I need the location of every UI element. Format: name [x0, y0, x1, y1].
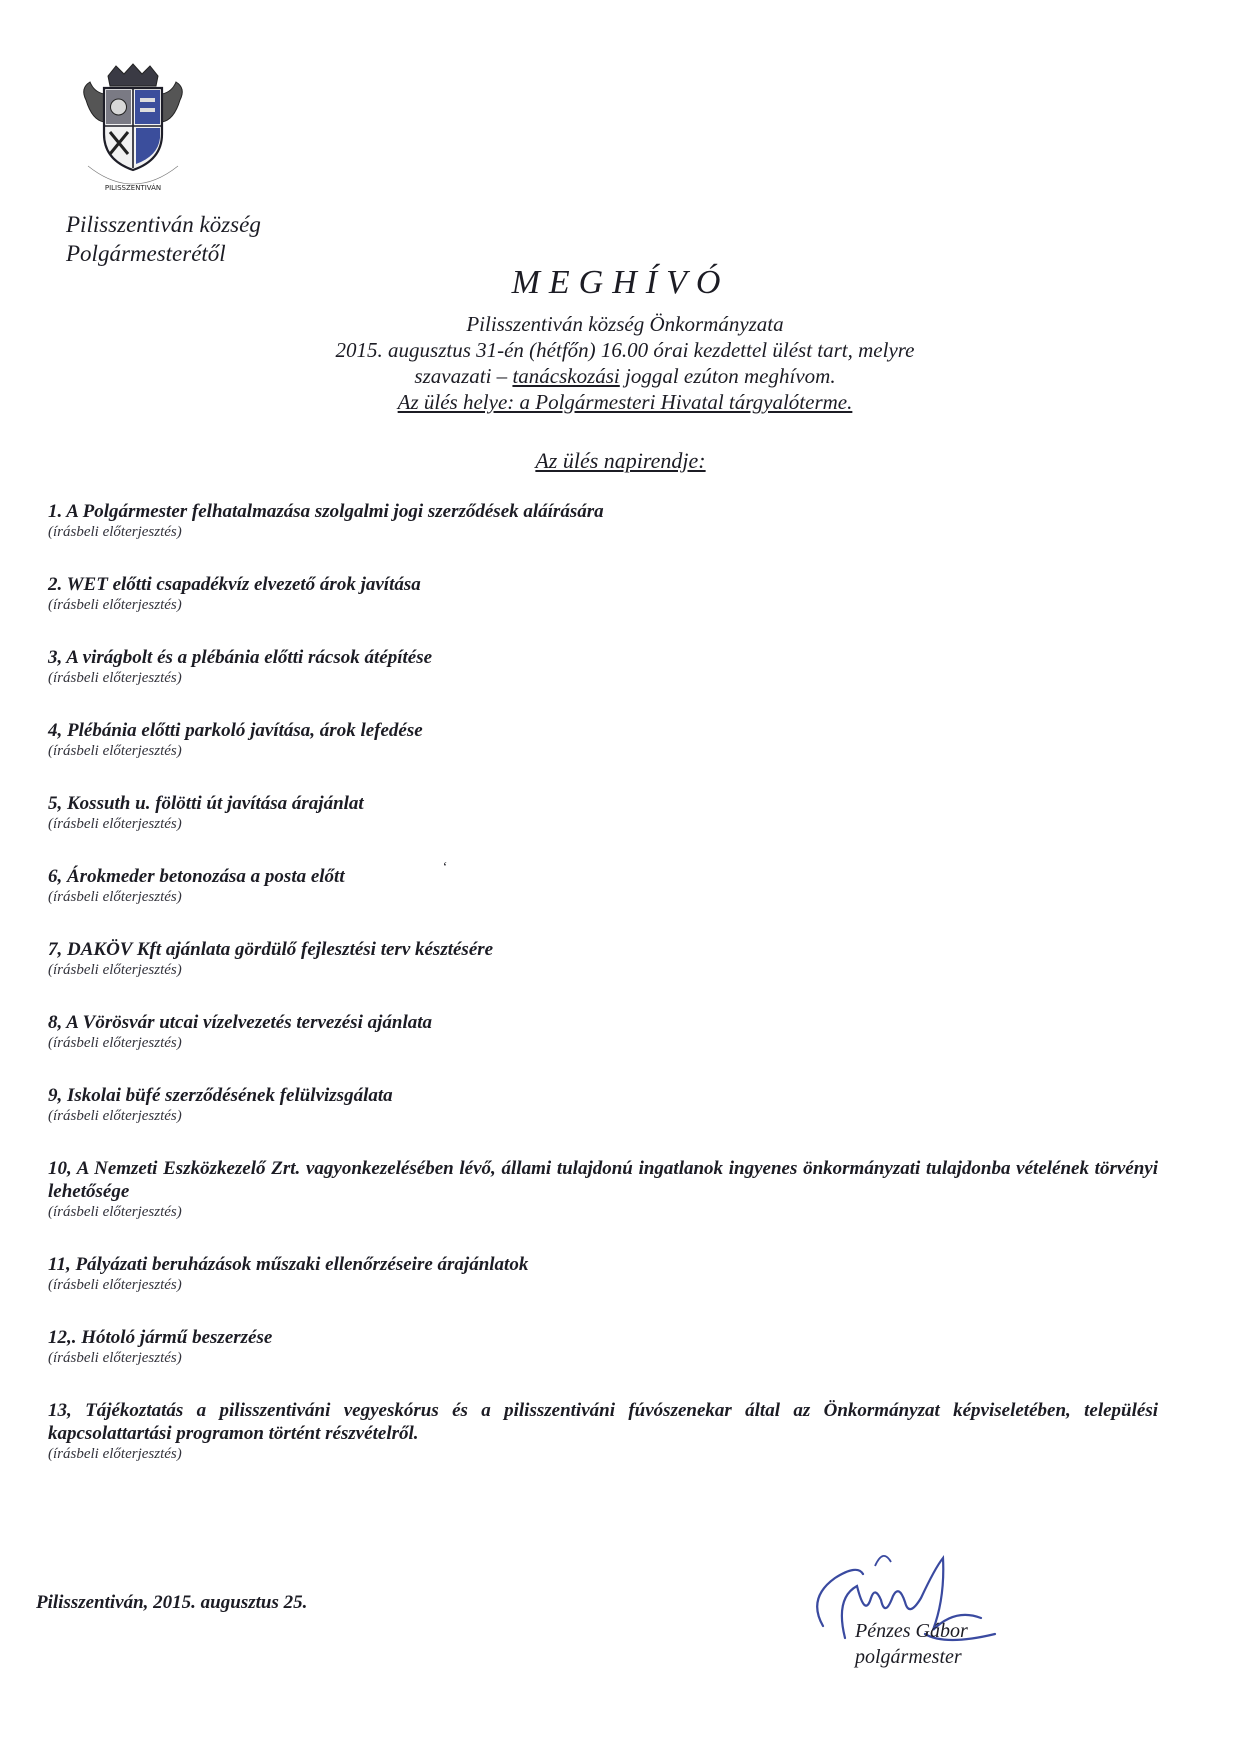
- meeting-location: Az ülés helye: a Polgármesteri Hivatal tárgyalóterme.: [397, 390, 853, 414]
- agenda-item-text: 3, A virágbolt és a plébánia előtti rácsok átépítése: [48, 647, 433, 668]
- intro-line-3-a: szavazati –: [414, 364, 513, 388]
- agenda-item-note: (írásbeli előterjesztés): [48, 1108, 182, 1124]
- agenda-item: [48, 1011, 1158, 1053]
- agenda-item-note: (írásbeli előterjesztés): [48, 962, 182, 978]
- agenda-item-note: (írásbeli előterjesztés): [48, 1277, 182, 1293]
- agenda-item-text: 7, DAKÖV Kft ajánlata gördülő fejlesztési terv késztésére: [48, 939, 494, 960]
- document-title: MEGHÍVÓ: [511, 264, 730, 301]
- agenda-item-note: (írásbeli előterjesztés): [48, 597, 182, 613]
- crest-label: PILISSZENTIVÁN: [104, 184, 162, 192]
- coat-of-arms-icon: [78, 62, 188, 197]
- agenda-item: [48, 1253, 1158, 1295]
- signer-block: [855, 1618, 968, 1670]
- invitation-intro: [230, 311, 1020, 415]
- agenda-item-text: 11, Pályázati beruházások műszaki ellenőrzéseire árajánlatok: [48, 1254, 529, 1275]
- agenda-item: [48, 938, 1158, 980]
- agenda-item: [48, 1326, 1158, 1368]
- stray-mark-icon: ‘: [442, 860, 447, 875]
- intro-line-3: [230, 363, 1020, 389]
- agenda-item-text: 12,. Hótoló jármű beszerzése: [48, 1327, 273, 1348]
- agenda-item: [48, 1157, 1158, 1222]
- agenda-item-text: 13, Tájékoztatás a pilisszentiváni vegyeskórus és a pilisszentiváni fúvószenekar által az Önkormányzat képviseletében, települési kapcsolattartási programon történt részvételről.: [48, 1400, 1158, 1444]
- intro-line-3-c: joggal ezúton meghívom.: [619, 364, 836, 388]
- agenda-item-note: (írásbeli előterjesztés): [48, 1350, 182, 1366]
- agenda-item-text: 1. A Polgármester felhatalmazása szolgalmi jogi szerződések aláírására: [48, 501, 604, 522]
- agenda-item: [48, 1399, 1158, 1464]
- agenda-list: [48, 500, 1158, 1495]
- agenda-item-text: 9, Iskolai büfé szerződésének felülvizsgálata: [48, 1085, 393, 1106]
- intro-line-3-underlined: tanácskozási: [512, 364, 620, 388]
- agenda-item: [48, 646, 1158, 688]
- agenda-item-text: 6, Árokmeder betonozása a posta előtt: [48, 866, 345, 887]
- agenda-item: [48, 1084, 1158, 1126]
- agenda-item-note: (írásbeli előterjesztés): [48, 1446, 182, 1462]
- agenda-item-note: (írásbeli előterjesztés): [48, 743, 182, 759]
- intro-line-2: 2015. augusztus 31-én (hétfőn) 16.00 órai kezdettel ülést tart, melyre: [335, 338, 915, 362]
- intro-line-1: Pilisszentiván község Önkormányzata: [466, 312, 784, 336]
- signer-title: polgármester: [855, 1646, 962, 1668]
- agenda-item: [48, 792, 1158, 834]
- agenda-title: Az ülés napirendje:: [535, 448, 706, 473]
- agenda-item-text: 5, Kossuth u. fölötti út javítása árajánlat: [48, 793, 364, 814]
- agenda-item-note: (írásbeli előterjesztés): [48, 670, 182, 686]
- agenda-item-note: (írásbeli előterjesztés): [48, 816, 182, 832]
- issuer-line-2: Polgármesterétől: [66, 241, 226, 266]
- agenda-item-note: (írásbeli előterjesztés): [48, 889, 182, 905]
- agenda-item-note: (írásbeli előterjesztés): [48, 1035, 182, 1051]
- agenda-item-text: 4, Plébánia előtti parkoló javítása, árok lefedése: [48, 720, 423, 741]
- agenda-item-text: 8, A Vörösvár utcai vízelvezetés tervezési ajánlata: [48, 1012, 433, 1033]
- agenda-item-text: 10, A Nemzeti Eszközkezelő Zrt. vagyonkezelésében lévő, állami tulajdonú ingatlanok ingyenes önkormányzati tulajdonba vételének törvényi lehetősége: [48, 1158, 1158, 1202]
- place-and-date: Pilisszentiván, 2015. augusztus 25.: [36, 1592, 308, 1613]
- agenda-item: [48, 865, 1158, 907]
- agenda-item-text: 2. WET előtti csapadékvíz elvezető árok javítása: [48, 574, 421, 595]
- issuer-line-1: Pilisszentiván község: [66, 212, 261, 237]
- signer-name: Pénzes Gábor: [855, 1620, 968, 1642]
- agenda-item-note: (írásbeli előterjesztés): [48, 1204, 182, 1220]
- agenda-item: [48, 573, 1158, 615]
- issuer: [66, 210, 261, 268]
- agenda-item: [48, 500, 1158, 542]
- agenda-item-note: (írásbeli előterjesztés): [48, 524, 182, 540]
- agenda-item: [48, 719, 1158, 761]
